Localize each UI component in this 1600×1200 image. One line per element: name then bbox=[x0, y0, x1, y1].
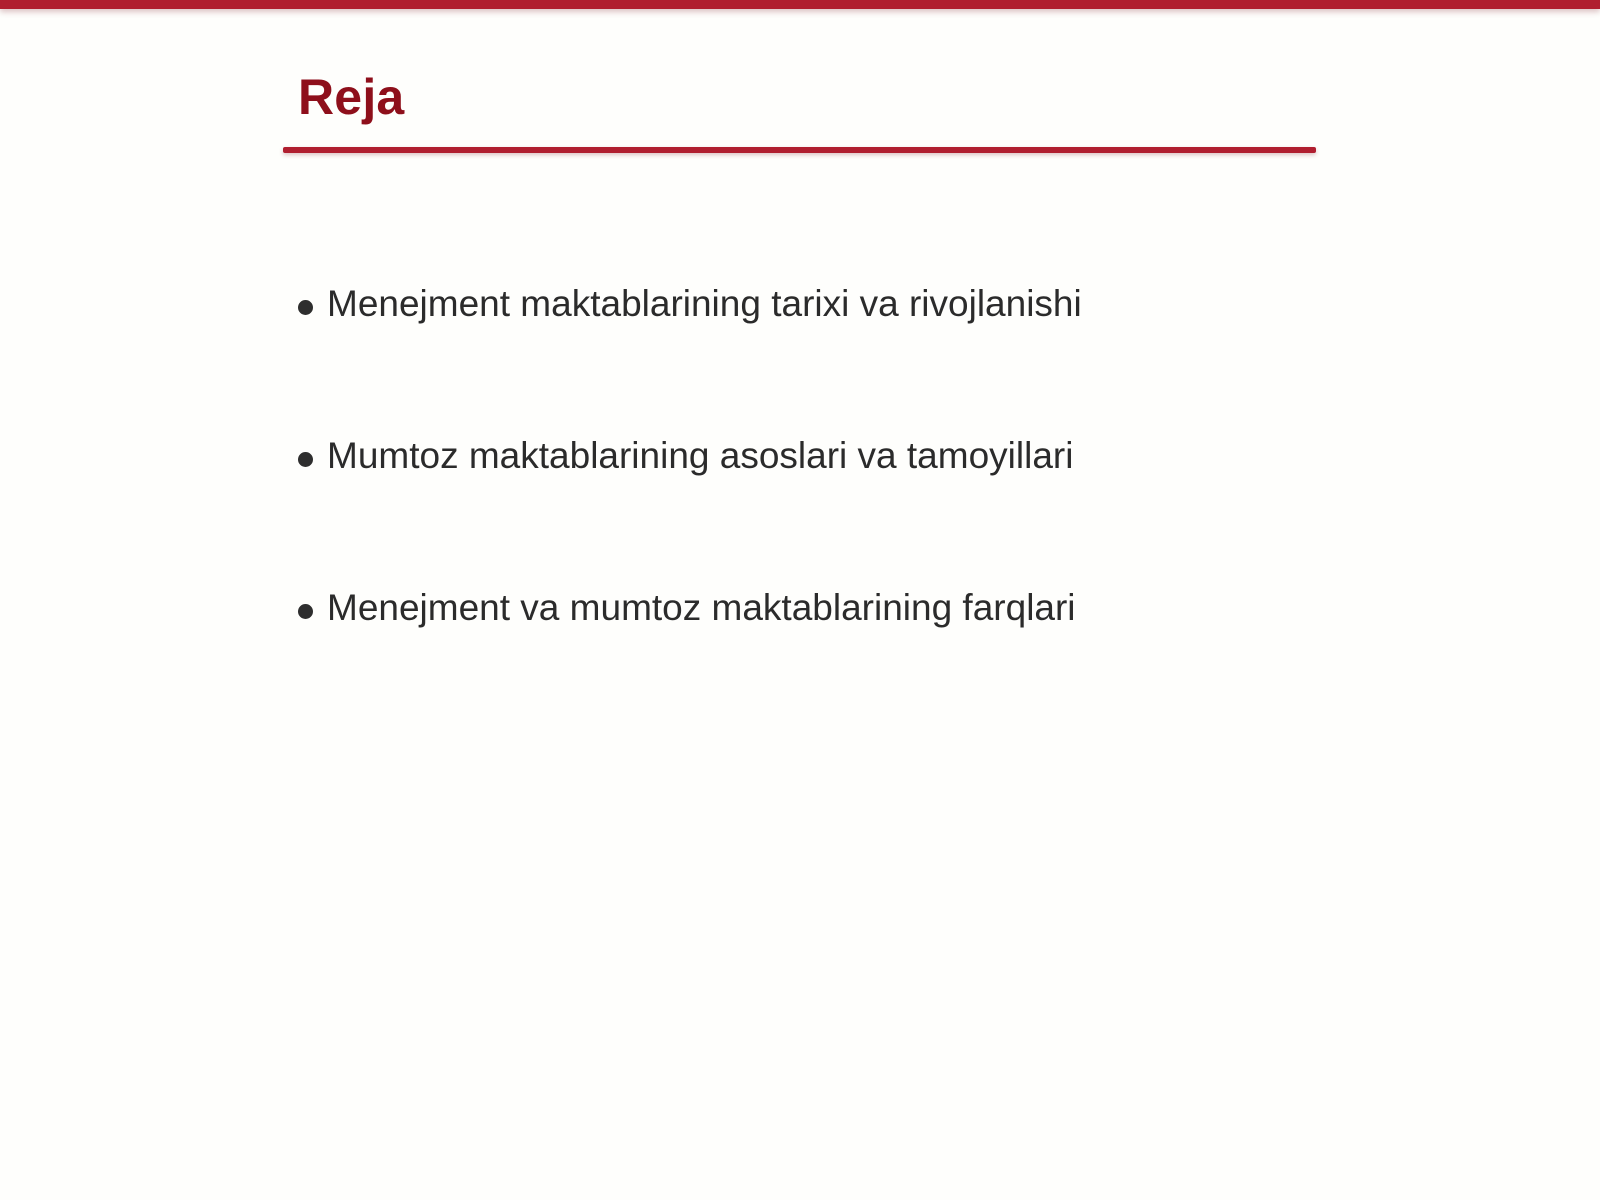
slide-title: Reja bbox=[298, 69, 405, 125]
list-item bbox=[298, 432, 1082, 584]
title-underline bbox=[283, 147, 1316, 153]
bullet-text: Menejment va mumtoz maktablarining farqlari bbox=[327, 587, 1076, 628]
bullet-list bbox=[298, 280, 1082, 736]
list-item bbox=[298, 584, 1082, 736]
bullet-icon bbox=[298, 452, 313, 467]
top-accent-bar bbox=[0, 0, 1600, 9]
bullet-text: Menejment maktablarining tarixi va rivojlanishi bbox=[327, 283, 1082, 324]
bullet-text: Mumtoz maktablarining asoslari va tamoyillari bbox=[327, 435, 1074, 476]
bullet-icon bbox=[298, 300, 313, 315]
list-item bbox=[298, 280, 1082, 432]
bullet-icon bbox=[298, 604, 313, 619]
